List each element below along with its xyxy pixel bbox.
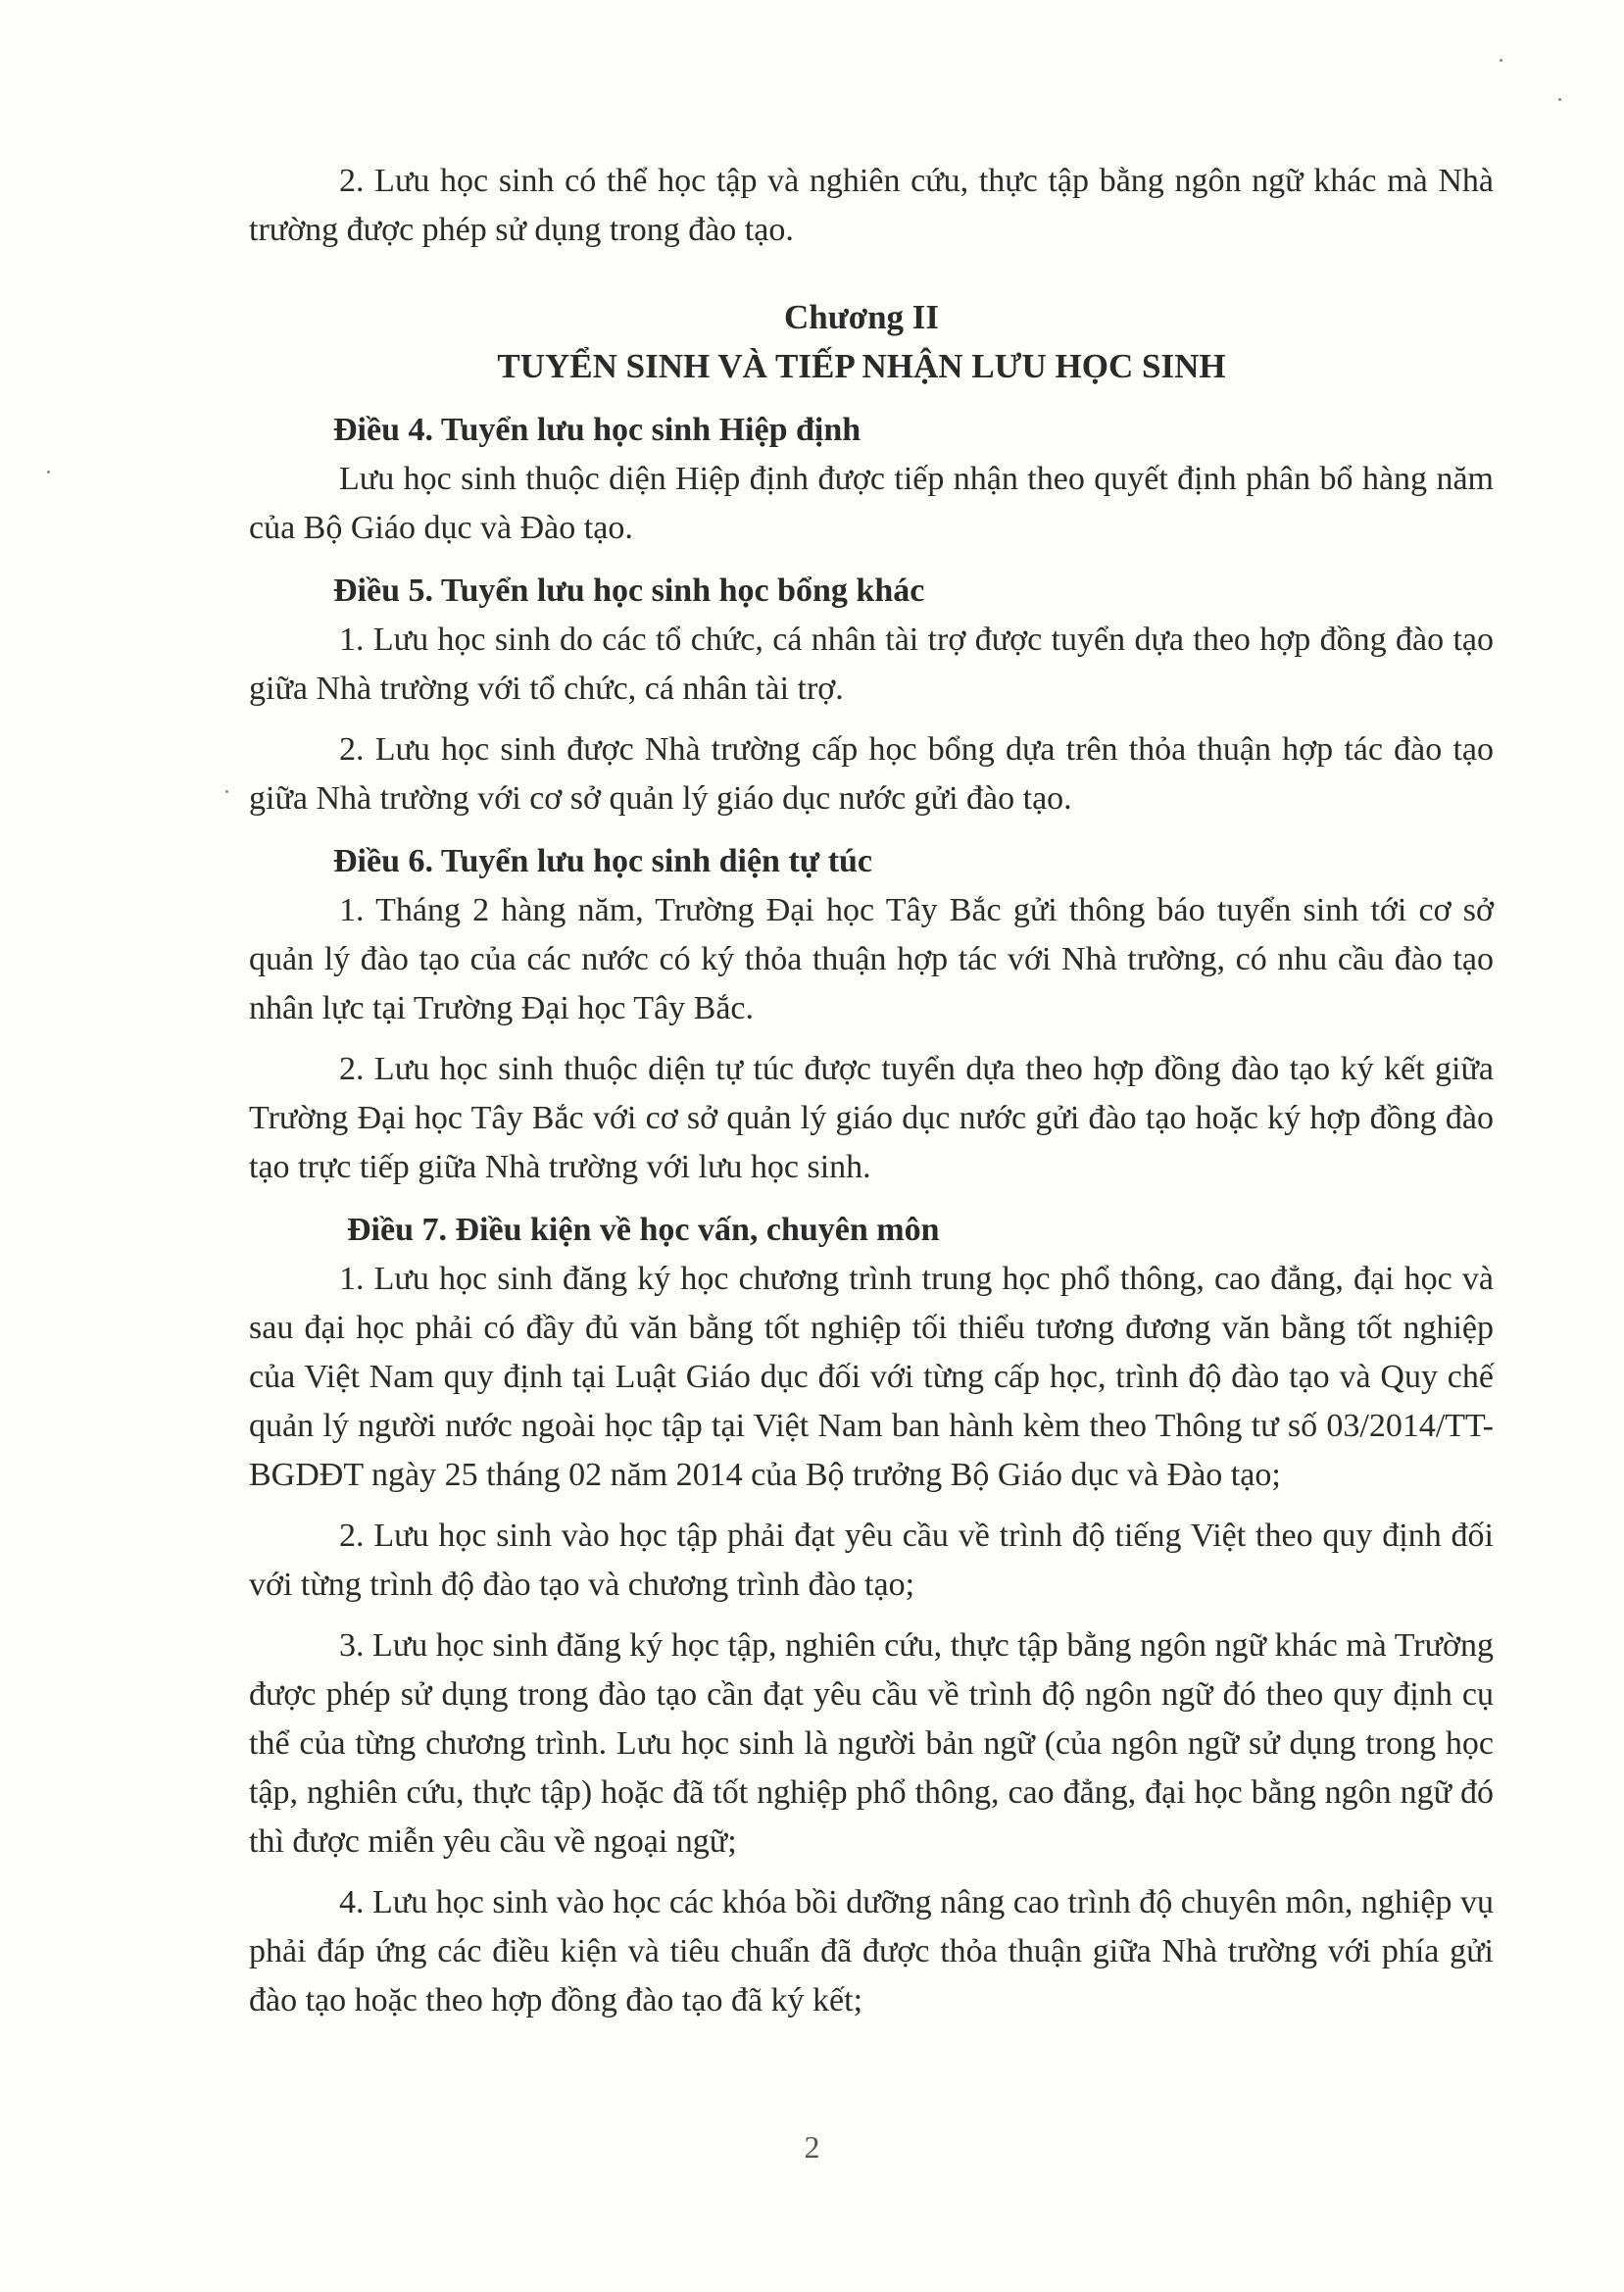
paragraph: 1. Tháng 2 hàng năm, Trường Đại học Tây Bắc gửi thông báo tuyển sinh tới cơ sở quản lý đào tạo của các nước có ký thỏa thuận hợp tác với Nhà trường, có nhu cầu đào tạo nhân lực tại Trường Đại học Tây Bắc.: [249, 892, 1494, 1026]
paragraph: 2. Lưu học sinh có thể học tập và nghiên cứu, thực tập bằng ngôn ngữ khác mà Nhà trường được phép sử dụng trong đào tạo.: [249, 163, 1494, 248]
paragraph: 1. Lưu học sinh do các tổ chức, cá nhân tài trợ được tuyển dựa theo hợp đồng đào tạo giữa Nhà trường với tổ chức, cá nhân tài trợ.: [249, 622, 1494, 707]
paragraph: 2. Lưu học sinh thuộc diện tự túc được tuyển dựa theo hợp đồng đào tạo ký kết giữa Trường Đại học Tây Bắc với cơ sở quản lý giáo dục nước gửi đào tạo hoặc ký hợp đồng đào tạo trực tiếp giữa Nhà trường với lưu học sinh.: [249, 1051, 1494, 1185]
article-heading: Điều 5. Tuyển lưu học sinh học bổng khác: [333, 573, 925, 609]
scan-speck: [1500, 59, 1502, 62]
scan-speck: [47, 471, 50, 473]
page-number: 2: [804, 2129, 820, 2165]
scan-speck: [225, 790, 228, 793]
chapter-title: TUYỂN SINH VÀ TIẾP NHẬN LƯU HỌC SINH: [497, 347, 1226, 385]
paragraph: 1. Lưu học sinh đăng ký học chương trình trung học phổ thông, cao đẳng, đại học và sau đại học phải có đầy đủ văn bằng tốt nghiệp tối thiểu tương đương văn bằng tốt nghiệp của Việt Nam quy định tại Luật Giáo dục đối với từng cấp học, trình độ đào tạo và Quy chế quản lý người nước ngoài học tập tại Việt Nam ban hành kèm theo Thông tư số 03/2014/TT-BGDĐT ngày 25 tháng 02 năm 2014 của Bộ trưởng Bộ Giáo dục và Đào tạo;: [249, 1261, 1494, 1493]
chapter-number: Chương II: [783, 298, 940, 336]
scan-speck: [1558, 98, 1561, 101]
paragraph: 3. Lưu học sinh đăng ký học tập, nghiên cứu, thực tập bằng ngôn ngữ khác mà Trường được phép sử dụng trong đào tạo cần đạt yêu cầu về trình độ ngôn ngữ đó theo quy định cụ thể của từng chương trình. Lưu học sinh là người bản ngữ (của ngôn ngữ sử dụng trong học tập, nghiên cứu, thực tập) hoặc đã tốt nghiệp phổ thông, cao đẳng, đại học bằng ngôn ngữ đó thì được miễn yêu cầu về ngoại ngữ;: [249, 1627, 1494, 1860]
article-heading: Điều 4. Tuyển lưu học sinh Hiệp định: [333, 412, 861, 448]
paragraph: 4. Lưu học sinh vào học các khóa bồi dưỡng nâng cao trình độ chuyên môn, nghiệp vụ phải đáp ứng các điều kiện và tiêu chuẩn đã được thỏa thuận giữa Nhà trường với phía gửi đào tạo hoặc theo hợp đồng đào tạo đã ký kết;: [249, 1884, 1494, 2018]
article-heading: Điều 7. Điều kiện về học vấn, chuyên môn: [347, 1212, 940, 1248]
document-body: [249, 157, 1494, 2025]
article-heading: Điều 6. Tuyển lưu học sinh diện tự túc: [333, 843, 873, 879]
paragraph: Lưu học sinh thuộc diện Hiệp định được tiếp nhận theo quyết định phân bổ hàng năm của Bộ Giáo dục và Đào tạo.: [249, 461, 1494, 546]
paragraph: 2. Lưu học sinh được Nhà trường cấp học bổng dựa trên thỏa thuận hợp tác đào tạo giữa Nhà trường với cơ sở quản lý giáo dục nước gửi đào tạo.: [249, 731, 1494, 817]
paragraph: 2. Lưu học sinh vào học tập phải đạt yêu cầu về trình độ tiếng Việt theo quy định đối với từng trình độ đào tạo và chương trình đào tạo;: [249, 1518, 1494, 1603]
